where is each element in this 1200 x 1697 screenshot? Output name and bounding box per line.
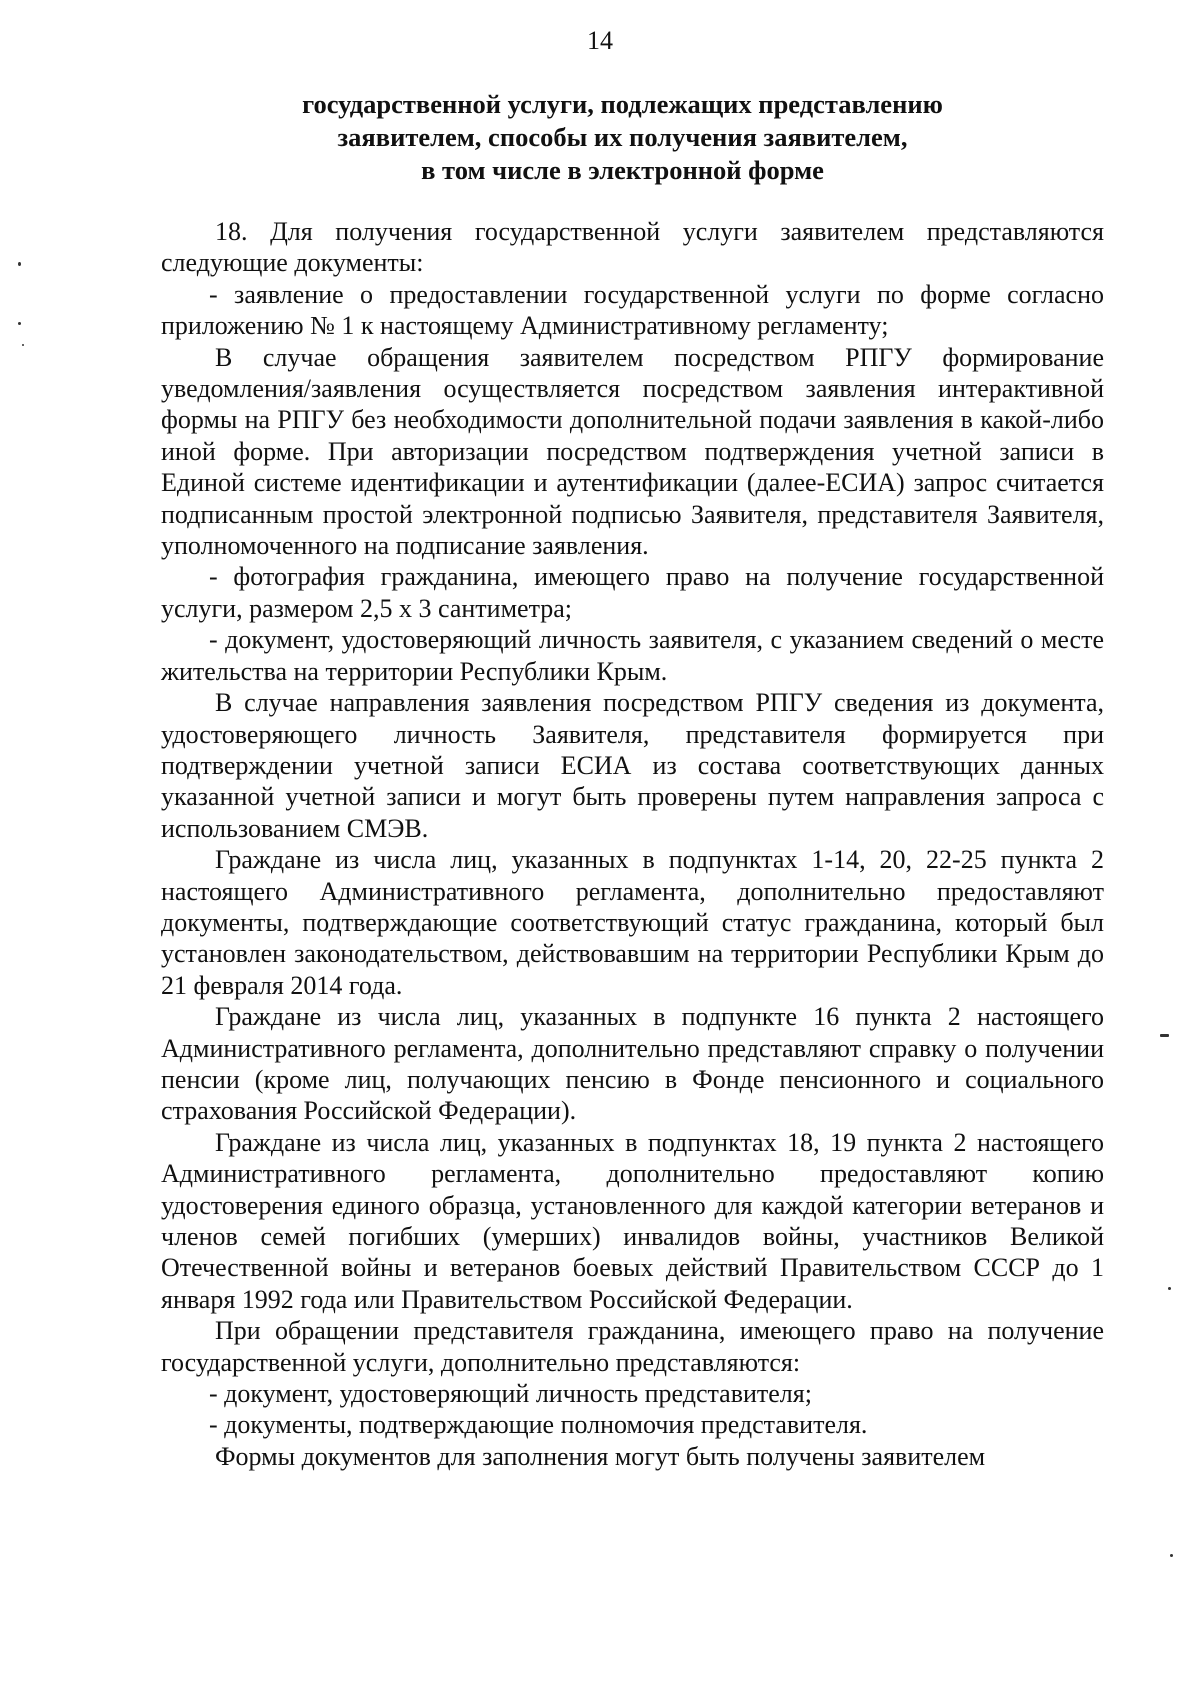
page-number: 14 [587, 26, 613, 55]
scan-speck [1168, 1287, 1171, 1290]
paragraph-status-documents: Граждане из числа лиц, указанных в подпунктах 1-14, 20, 22-25 пункта 2 настоящего Административного регламента, дополнительно предоставляют документы, подтверждающие соответствующий статус гражданина, который был установлен законодательством, действовавшим на территории Республики Крым до 21 февраля 2014 года. [161, 845, 1104, 1000]
heading-line: в том числе в электронной форме [421, 155, 824, 185]
paragraph-pension-certificate: Граждане из числа лиц, указанных в подпункте 16 пункта 2 настоящего Административного регламента, дополнительно представляют справку о получении пенсии (кроме лиц, получающих пенсию в Фонде пенсионного и социального страхования Российской Федерации). [161, 1002, 1104, 1126]
list-item-representative-authority: - документы, подтверждающие полномочия представителя. [209, 1410, 868, 1440]
list-item-representative-identity: - документ, удостоверяющий личность представителя; [209, 1379, 812, 1409]
paragraph-esia-data: В случае направления заявления посредством РПГУ сведения из документа, удостоверяющего личность Заявителя, представителя формируется при подтверждении учетной записи ЕСИА из состава соответствующих данных указанной учетной записи и могут быть проверены путем направления запроса с использованием СМЭВ. [161, 688, 1104, 843]
section-heading [240, 88, 1005, 187]
heading-line: государственной услуги, подлежащих представлению [302, 89, 943, 119]
document-body [161, 216, 1104, 1472]
list-item-application: - заявление о предоставлении государственной услуги по форме согласно приложению № 1 к настоящему Административному регламенту; [161, 279, 1104, 341]
paragraph-representative: При обращении представителя гражданина, имеющего право на получение государственной услуги, дополнительно представляются: [161, 1316, 1104, 1377]
scan-speck [18, 262, 21, 266]
paragraph-rpgu-submission: В случае обращения заявителем посредством РПГУ формирование уведомления/заявления осуществляется посредством заявления интерактивной формы на РПГУ без необходимости дополнительной подачи заявления в какой-либо иной форме. При авторизации посредством подтверждения учетной записи в Единой системе идентификации и аутентификации (далее-ЕСИА) запрос считается подписанным простой электронной подписью Заявителя, представителя Заявителя, уполномоченного на подписание заявления. [161, 342, 1104, 561]
paragraph-item-18: 18. Для получения государственной услуги заявителем представляются следующие документы: [161, 217, 1104, 278]
list-item-identity-document: - документ, удостоверяющий личность заявителя, с указанием сведений о месте жительства на территории Республики Крым. [161, 625, 1104, 686]
scan-speck [18, 322, 21, 325]
paragraph-veteran-certificate: Граждане из числа лиц, указанных в подпунктах 18, 19 пункта 2 настоящего Административного регламента, дополнительно предоставляют копию удостоверения единого образца, установленного для каждой категории ветеранов и членов семей погибших (умерших) инвалидов войны, участников Великой Отечественной войны и ветеранов боевых действий Правительством СССР до 1 января 1992 года или Правительством Российской Федерации. [161, 1127, 1104, 1314]
paragraph-forms: Формы документов для заполнения могут быть получены заявителем [215, 1441, 986, 1471]
scan-speck [1170, 1554, 1173, 1557]
heading-line: заявителем, способы их получения заявителем, [337, 122, 908, 152]
list-item-photo: - фотография гражданина, имеющего право на получение государственной услуги, размером 2,5 х 3 сантиметра; [161, 562, 1104, 623]
scan-speck [22, 344, 24, 346]
scan-speck [1160, 1034, 1169, 1037]
